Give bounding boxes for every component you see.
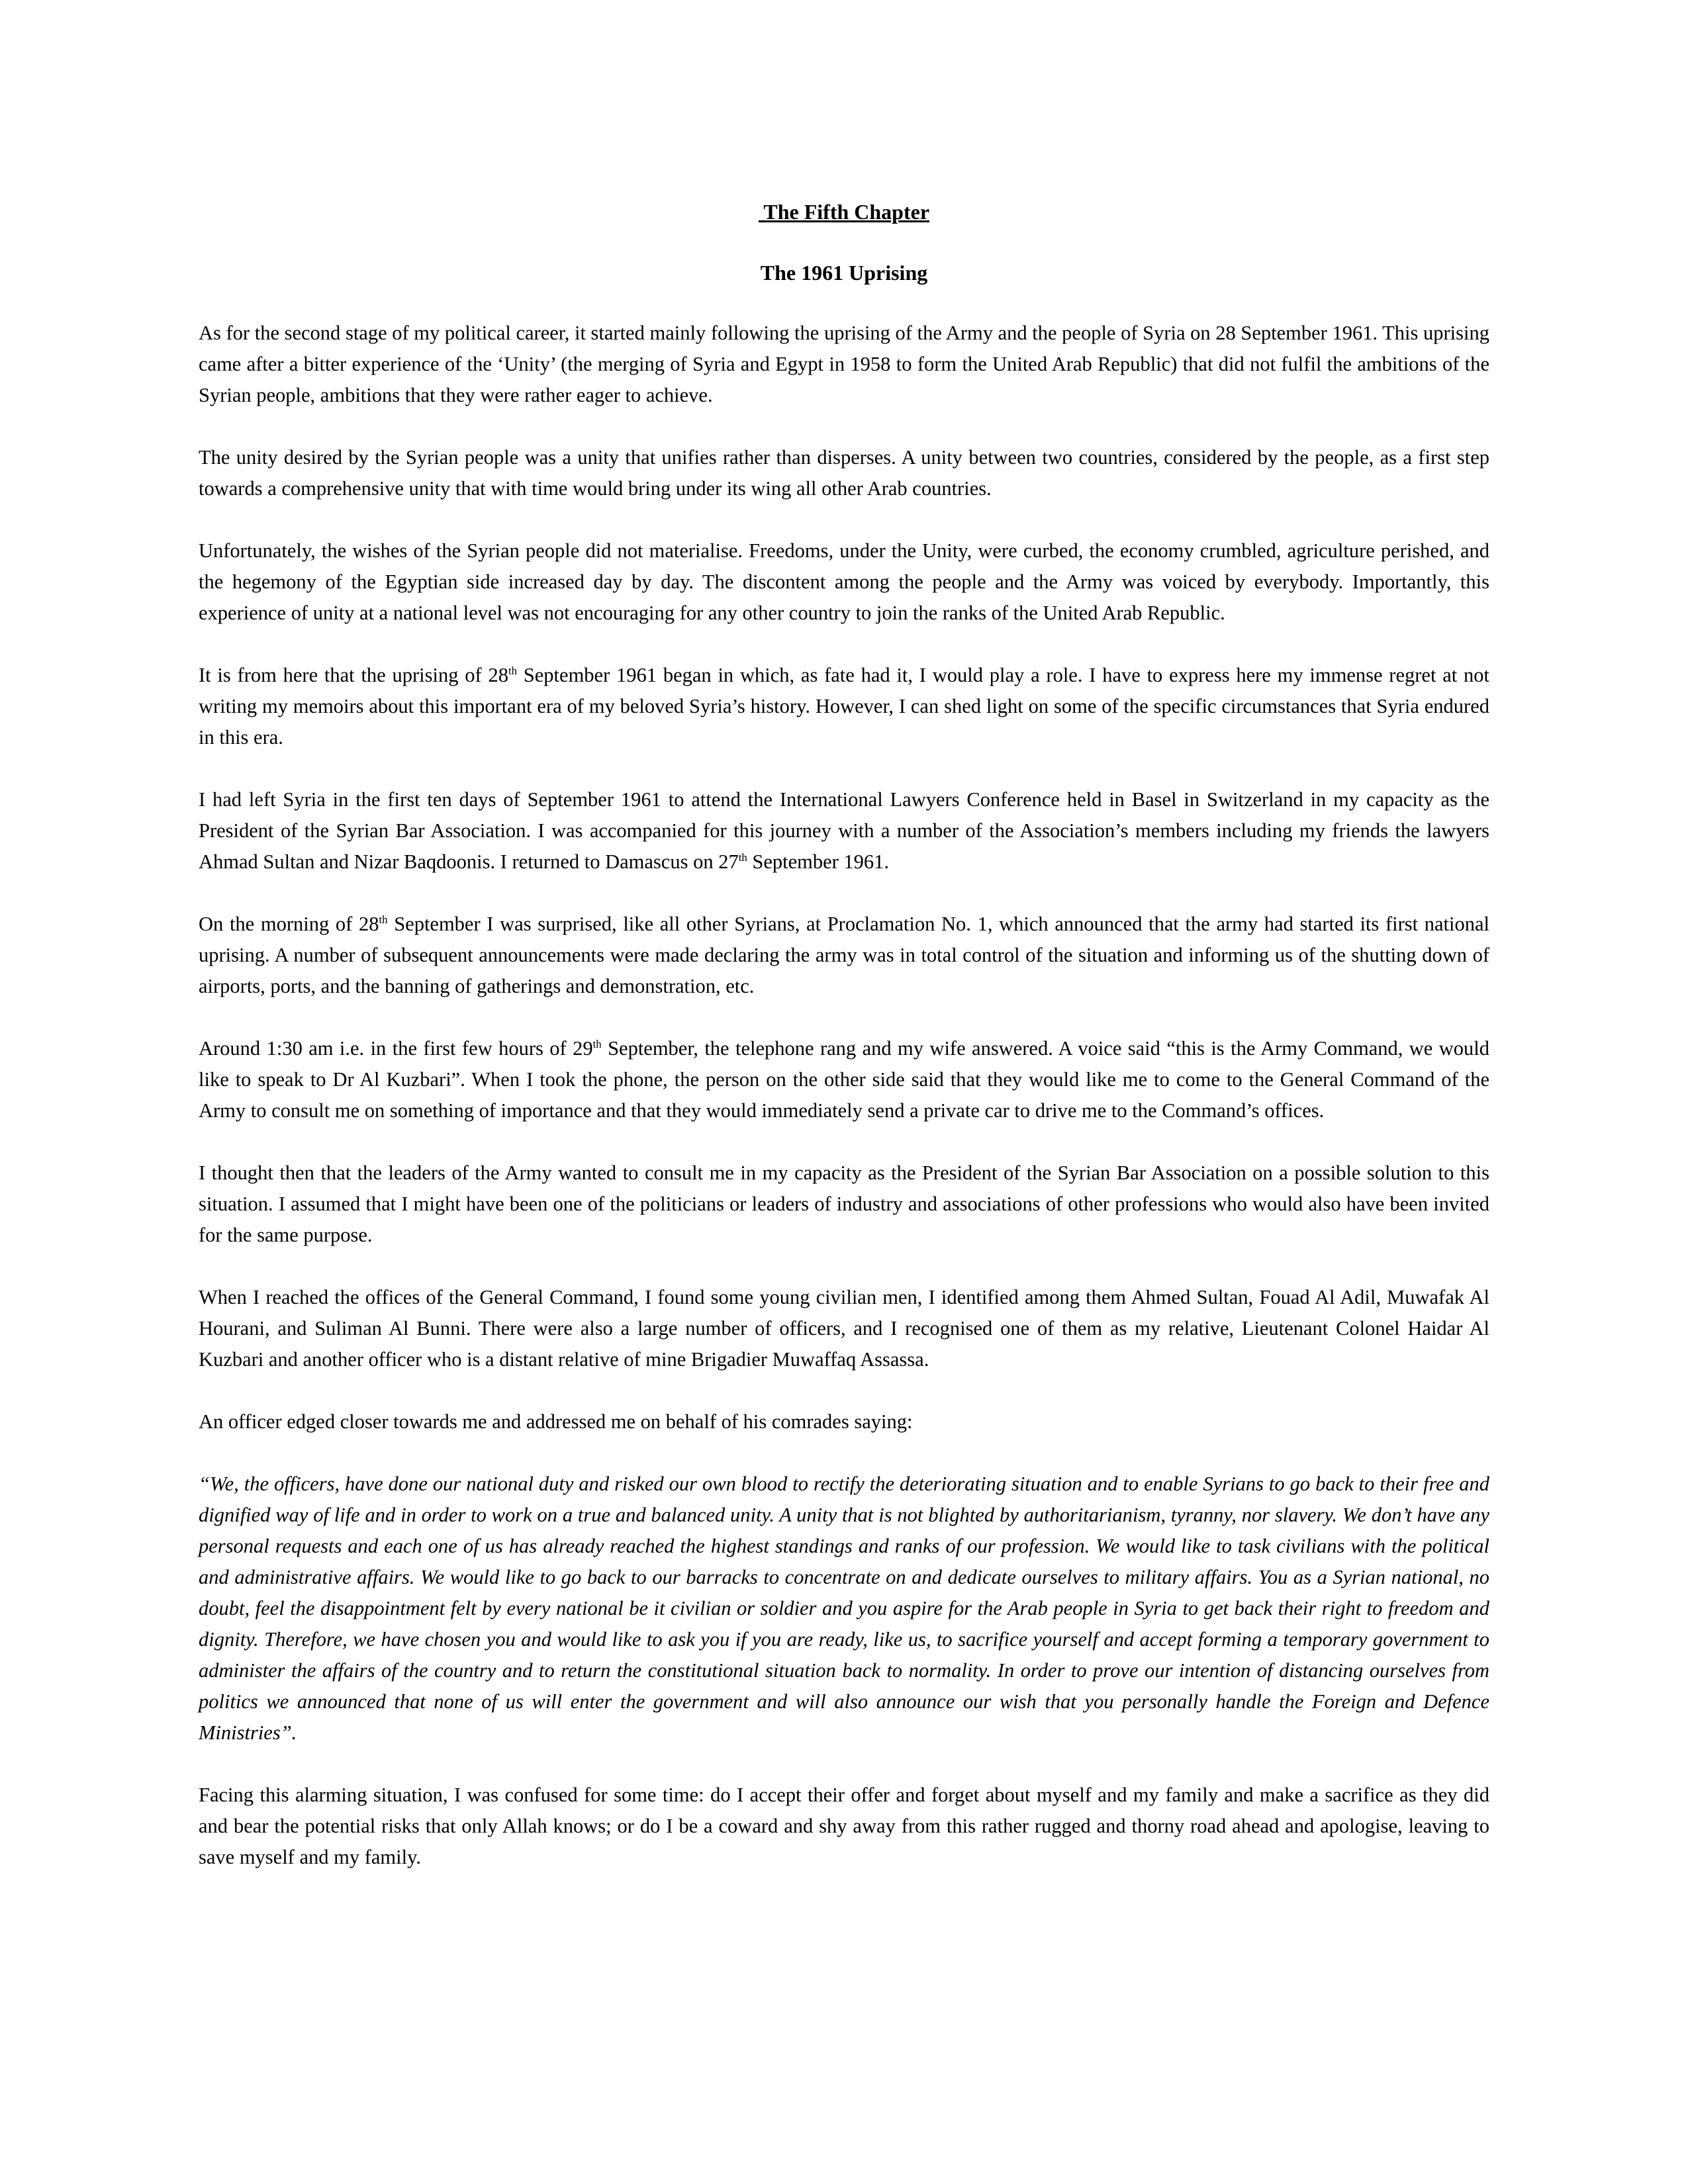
paragraph-5-text-a: I had left Syria in the first ten days of September 1961 to attend the International Lawyers Conference held in Basel in Switzerland in my capacity as the President of the Syrian Bar Association. I was accompanied for this journey with a number of the Association’s members including my friends the lawyers Ahmad Sultan and Nizar Baqdoonis. I returned to Damascus on 27 bbox=[199, 788, 1489, 873]
paragraph-8: I thought then that the leaders of the Army wanted to consult me in my capacity as the President of the Syrian Bar Association on a possible solution to this situation. I assumed that I might have been one of the politicians or leaders of industry and associations of other professions who would also have been invited for the same purpose. bbox=[199, 1161, 1489, 1246]
paragraph-12: Facing this alarming situation, I was confused for some time: do I accept their offer and forget about myself and my family and make a sacrifice as they did and bear the potential risks that only Allah knows; or do I be a coward and shy away from this rather rugged and thorny road ahead and apologise, leaving to save myself and my family. bbox=[199, 1784, 1489, 1868]
paragraph-7 bbox=[199, 1033, 1489, 1126]
paragraph-6-text-a: On the morning of 28 bbox=[199, 913, 379, 935]
paragraph-7-text-a: Around 1:30 am i.e. in the first few hours of 29 bbox=[199, 1037, 593, 1060]
paragraph-2: The unity desired by the Syrian people was a unity that unifies rather than disperses. A unity between two countries, considered by the people, as a first step towards a comprehensive unity that with time would bring under its wing all other Arab countries. bbox=[199, 446, 1489, 500]
document-page bbox=[199, 196, 1489, 1904]
ordinal-suffix: th bbox=[592, 1037, 602, 1050]
chapter-title: The Fifth Chapter bbox=[758, 200, 930, 224]
ordinal-suffix: th bbox=[738, 850, 747, 864]
paragraph-6-text-b: September I was surprised, like all other Syrians, at Proclamation No. 1, which announced that the army had started its first national uprising. A number of subsequent announcements were made declaring the army was in total control of the situation and informing us of the shutting down of airports, ports, and the banning of gatherings and demonstration, etc. bbox=[199, 913, 1489, 997]
paragraph-4-text-a: It is from here that the uprising of 28 bbox=[199, 664, 508, 686]
ordinal-suffix: th bbox=[379, 913, 388, 926]
section-title: The 1961 Uprising bbox=[760, 261, 928, 285]
paragraph-7-text-b: September, the telephone rang and my wife answered. A voice said “this is the Army Command, we would like to speak to Dr Al Kuzbari”. When I took the phone, the person on the other side said that they would like me to come to the General Command of the Army to consult me on something of importance and that they would immediately send a private car to drive me to the Command’s offices. bbox=[199, 1037, 1490, 1122]
paragraph-1: As for the second stage of my political career, it started mainly following the uprising of the Army and the people of Syria on 28 September 1961. This uprising came after a bitter experience of the ‘Unity’ (the merging of Syria and Egypt in 1958 to form the United Arab Republic) that did not fulfil the ambitions of the Syrian people, ambitions that they were rather eager to achieve. bbox=[199, 322, 1489, 406]
officer-quote-paragraph: “We, the officers, have done our national duty and risked our own blood to rectify the deteriorating situation and to enable Syrians to go back to their free and dignified way of life and in order to work on a true and balanced unity. A unity that is not blighted by authoritarianism, tyranny, nor slavery. We don’t have any personal requests and each one of us has already reached the highest standings and ranks of our profession. We would like to task civilians with the political and administrative affairs. We would like to go back to our barracks to concentrate on and dedicate ourselves to military affairs. You as a Syrian national, no doubt, feel the disappointment felt by every national be it civilian or soldier and you aspire for the Arab people in Syria to get back their right to freedom and dignity. Therefore, we have chosen you and would like to ask you if you are ready, like us, to sacrifice yourself and accept forming a temporary government to administer the affairs of the country and to return the constitutional situation back to normality. In order to prove our intention of distancing ourselves from politics we announced that none of us will enter the government and will also announce our wish that you personally handle the Foreign and Defence Ministries”. bbox=[199, 1473, 1489, 1744]
paragraph-5-text-b: September 1961. bbox=[747, 850, 890, 873]
paragraph-6 bbox=[199, 909, 1489, 1002]
ordinal-suffix: th bbox=[508, 664, 518, 677]
paragraph-5 bbox=[199, 784, 1489, 878]
paragraph-4 bbox=[199, 660, 1489, 753]
paragraph-10: An officer edged closer towards me and addressed me on behalf of his comrades saying: bbox=[199, 1410, 913, 1433]
paragraph-9: When I reached the offices of the General Command, I found some young civilian men, I identified among them Ahmed Sultan, Fouad Al Adil, Muwafak Al Hourani, and Suliman Al Bunni. There were also a large number of officers, and I recognised one of them as my relative, Lieutenant Colonel Haidar Al Kuzbari and another officer who is a distant relative of mine Brigadier Muwaffaq Assassa. bbox=[199, 1286, 1489, 1371]
paragraph-3: Unfortunately, the wishes of the Syrian people did not materialise. Freedoms, under the Unity, were curbed, the economy crumbled, agriculture perished, and the hegemony of the Egyptian side increased day by day. The discontent among the people and the Army was voiced by everybody. Importantly, this experience of unity at a national level was not encouraging for any other country to join the ranks of the United Arab Republic. bbox=[199, 539, 1489, 624]
paragraph-4-text-b: September 1961 began in which, as fate had it, I would play a role. I have to express here my immense regret at not writing my memoirs about this important era of my beloved Syria’s history. However, I can shed light on some of the specific circumstances that Syria endured in this era. bbox=[199, 664, 1489, 749]
